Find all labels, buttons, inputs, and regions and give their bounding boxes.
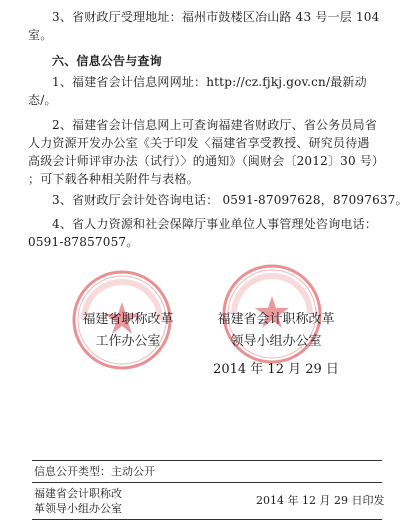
footer-rule-middle (32, 482, 382, 483)
item-3-line-2: 室。 (28, 28, 53, 42)
issuer-line-1: 福建省会计职称改 (34, 487, 122, 500)
issuer-line-2: 革领导小组办公室 (34, 502, 122, 515)
info-disclosure-type: 信息公开类型：主动公开 (34, 465, 155, 478)
left-signature-line-2: 工作办公室 (95, 334, 161, 349)
footer-rule-bottom (32, 519, 382, 520)
s6-item-1-line-1: 1、福建省会计信息网网址：http://cz.fjkj.gov.cn/最新动 (52, 75, 367, 89)
s6-item-2-line-1: 2、福建省会计信息网上可查询福建省财政厅、省公务员局省 (52, 118, 378, 132)
print-date: 2014 年 12 月 29 日印发 (256, 494, 385, 507)
right-signature-line-1: 福建省会计职称改革 (217, 312, 335, 327)
s6-item-2-line-3: 高级会计师评审办法（试行）〉的通知》（闽财会〔2012〕30 号） (28, 154, 385, 168)
s6-item-2-line-2: 人力资源开发办公室《关于印发〈福建省享受教授、研究员待遇 (28, 136, 370, 150)
s6-item-3-line-1: 3、省财政厅会计处咨询电话： 0591-87097628，87097637。 (52, 193, 408, 207)
right-signature-line-2: 领导小组办公室 (230, 334, 322, 349)
s6-item-4-line-2: 0591-87857057。 (28, 235, 139, 249)
left-signature-line-1: 福建省职称改革 (82, 312, 174, 327)
signature-date: 2014 年 12 月 29 日 (213, 362, 339, 377)
s6-item-1-line-2: 态/。 (28, 93, 57, 107)
footer-rule-top (32, 460, 382, 461)
section-6-title: 六、信息公告与查询 (52, 54, 162, 68)
s6-item-4-line-1: 4、省人力资源和社会保障厅事业单位人事管理处咨询电话： (52, 217, 378, 231)
s6-item-2-line-4: ；可下载各种相关附件与表格。 (28, 172, 199, 186)
item-3-line-1: 3、省财政厅受理地址：福州市鼓楼区冶山路 43 号一层 104 (52, 10, 380, 24)
